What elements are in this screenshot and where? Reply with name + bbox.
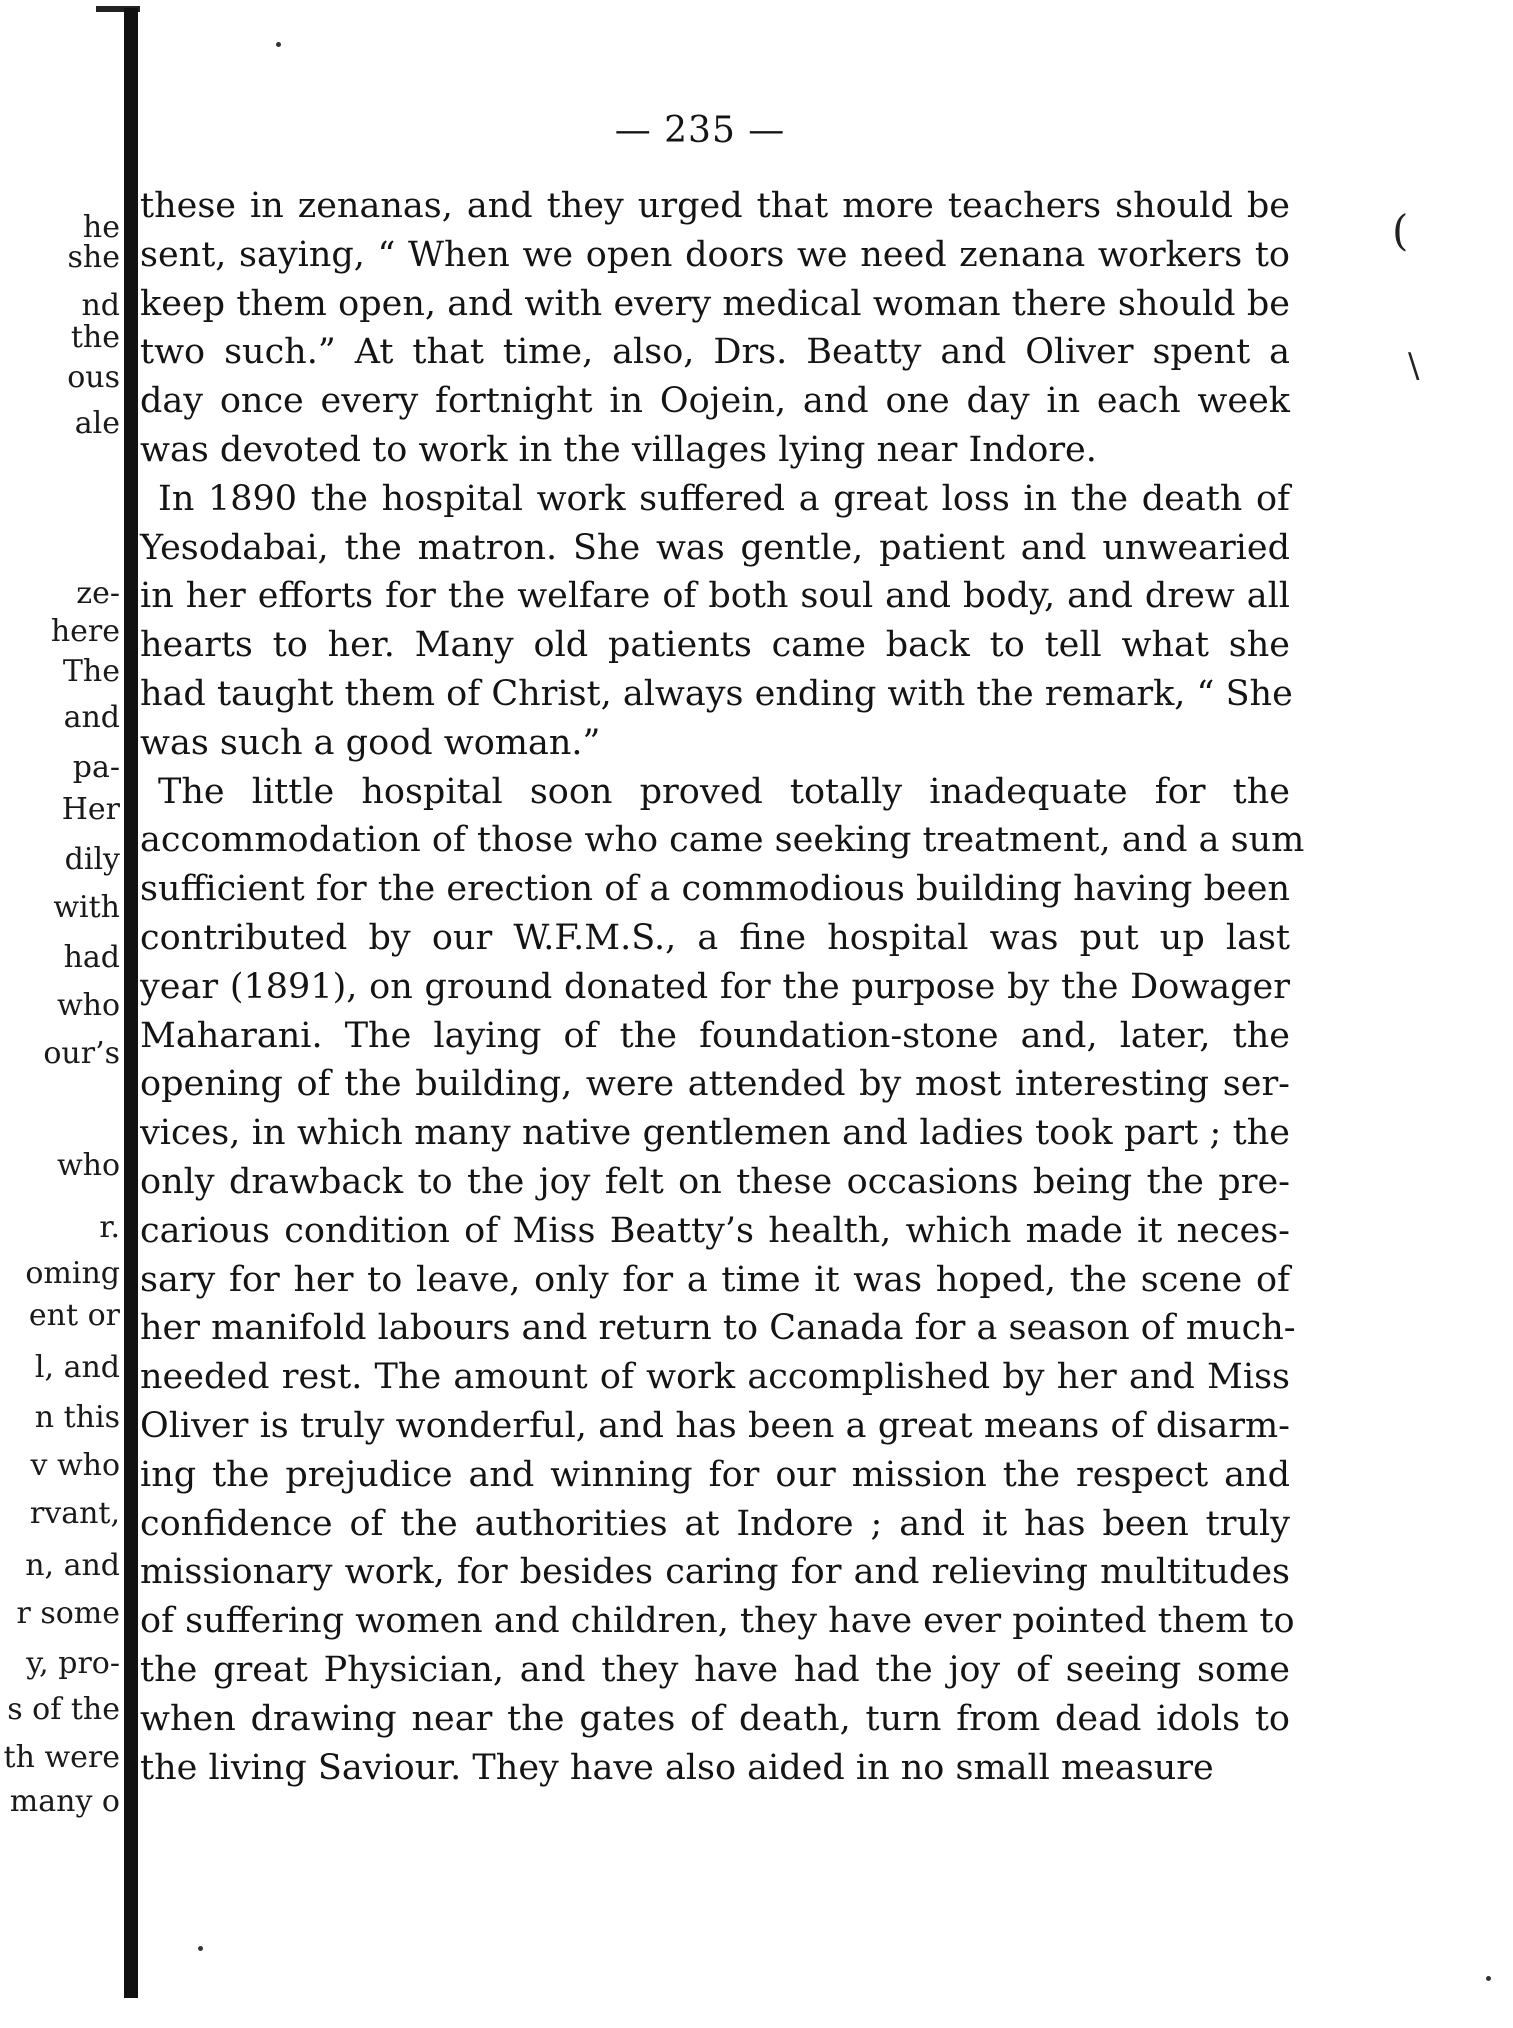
facing-page-fragment: many o	[9, 1784, 120, 1819]
binding-gutter	[124, 8, 138, 1998]
facing-page-fragment: and	[63, 700, 120, 735]
text-line: keep them open, and with every medical woman there should be	[140, 283, 1290, 324]
text-line: of suffering women and children, they have ever pointed them to	[140, 1601, 1295, 1642]
text-line: Maharani. The laying of the foundation-stone and, later, the	[140, 1015, 1290, 1056]
text-line: had taught them of Christ, always ending with the remark, “ She	[140, 673, 1293, 714]
facing-page-fragment: who	[56, 988, 120, 1023]
facing-page-fragment: ze-	[76, 576, 120, 611]
facing-page-fragment: oming	[25, 1256, 120, 1291]
text-line: contributed by our W.F.M.S., a fine hospital was put up last	[140, 917, 1290, 958]
facing-page-fragment: v who	[30, 1448, 120, 1483]
facing-page-fragment: dily	[64, 842, 120, 877]
facing-page-fragment: s of the	[7, 1692, 120, 1727]
facing-page-fragment: here	[50, 614, 120, 649]
facing-page-fragment: had	[63, 940, 120, 975]
scan-mark: \	[1408, 346, 1420, 386]
scan-speck	[1486, 1976, 1491, 1981]
text-line: sary for her to leave, only for a time it was hoped, the scene of	[140, 1259, 1290, 1300]
facing-page-fragment: ent or	[28, 1298, 120, 1333]
facing-page-fragment: nd	[81, 288, 120, 323]
text-line: hearts to her. Many old patients came back to tell what she	[140, 625, 1290, 666]
text-line: her manifold labours and return to Canada for a season of much-	[140, 1308, 1296, 1349]
scan-mark: (	[1392, 206, 1409, 255]
text-line: sent, saying, “ When we open doors we need zenana workers to	[140, 234, 1290, 275]
facing-page-fragment: the	[70, 320, 120, 355]
scan-speck	[276, 42, 281, 47]
text-line: year (1891), on ground donated for the purpose by the Dowager	[140, 966, 1290, 1007]
text-line: In 1890 the hospital work suffered a great loss in the death of	[158, 478, 1290, 519]
facing-page-fragment: she	[67, 240, 120, 275]
facing-page-fragment: n this	[34, 1400, 120, 1435]
facing-page-fragment: rvant,	[29, 1496, 120, 1531]
facing-page-fragment: pa-	[72, 750, 120, 785]
text-line: was such a good woman.”	[140, 722, 601, 763]
facing-page-fragment: The	[62, 654, 120, 689]
text-line: only drawback to the joy felt on these occasions being the pre-	[140, 1161, 1290, 1202]
text-line: accommodation of those who came seeking treatment, and a sum	[140, 820, 1305, 861]
facing-page-fragment: he	[82, 210, 120, 245]
page-number: — 235 —	[614, 110, 786, 151]
facing-page-fragment: r.	[99, 1210, 120, 1245]
text-line: two such.” At that time, also, Drs. Beatty and Oliver spent a	[140, 332, 1290, 373]
facing-page-fragment: Her	[61, 792, 120, 827]
facing-page-fragment: th were	[3, 1740, 120, 1775]
text-line: the living Saviour. They have also aided in no small measure	[140, 1747, 1214, 1788]
text-line: sufficient for the erection of a commodious building having been	[140, 869, 1290, 910]
facing-page-fragment: with	[53, 890, 120, 925]
text-line: missionary work, for besides caring for and relieving multitudes	[140, 1552, 1290, 1593]
facing-page-fragment: our’s	[43, 1036, 120, 1071]
text-line: opening of the building, were attended by most interesting ser-	[140, 1064, 1290, 1105]
facing-page-fragment: n, and	[25, 1548, 120, 1583]
text-line: ing the prejudice and winning for our mission the respect and	[140, 1454, 1290, 1495]
facing-page-fragment: r some	[16, 1596, 120, 1631]
facing-page-fragment: y, pro-	[26, 1646, 120, 1681]
text-line: in her efforts for the welfare of both soul and body, and drew all	[140, 576, 1290, 617]
facing-page-fragment: l, and	[34, 1350, 120, 1385]
text-line: these in zenanas, and they urged that more teachers should be	[140, 186, 1290, 226]
facing-page-fragment: ale	[74, 406, 120, 441]
facing-page-fragment: who	[56, 1148, 120, 1183]
facing-page-fragment: ous	[67, 360, 120, 395]
text-line: day once every fortnight in Oojein, and one day in each week	[140, 381, 1290, 422]
text-line: Yesodabai, the matron. She was gentle, patient and unwearied	[140, 527, 1290, 568]
text-line: The little hospital soon proved totally inadequate for the	[158, 771, 1290, 812]
text-line: carious condition of Miss Beatty’s health, which made it neces-	[140, 1210, 1290, 1251]
main-text-column	[140, 182, 1305, 1792]
scan-speck	[198, 1946, 203, 1951]
text-line: needed rest. The amount of work accomplished by her and Miss	[140, 1357, 1290, 1398]
text-line: was devoted to work in the villages lying near Indore.	[140, 429, 1097, 470]
text-line: the great Physician, and they have had the joy of seeing some	[140, 1649, 1290, 1690]
text-line: Oliver is truly wonderful, and has been a great means of disarm-	[140, 1405, 1290, 1446]
text-line: confidence of the authorities at Indore ; and it has been truly	[140, 1503, 1290, 1544]
text-line: when drawing near the gates of death, turn from dead idols to	[140, 1698, 1290, 1739]
text-line: vices, in which many native gentlemen and ladies took part ; the	[140, 1113, 1290, 1154]
